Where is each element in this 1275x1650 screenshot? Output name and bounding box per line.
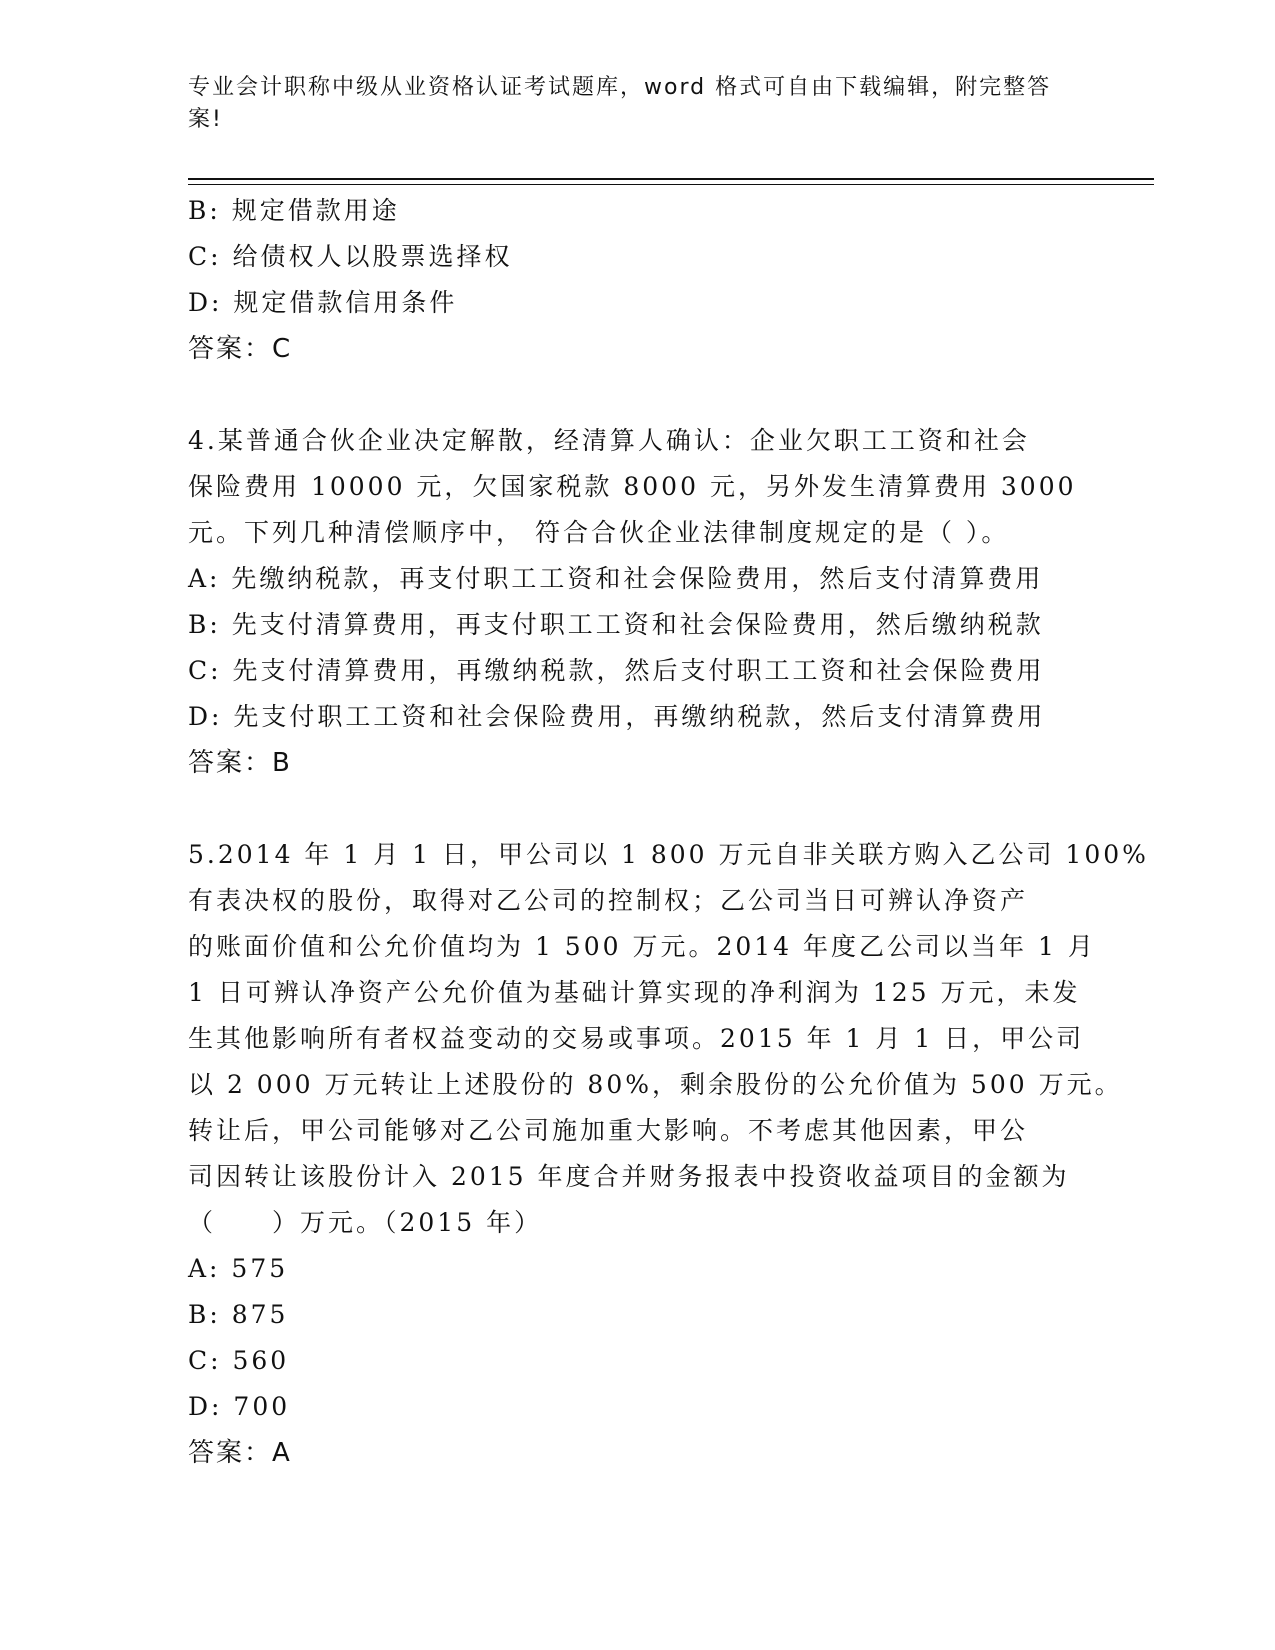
answer-line: 答案：A	[188, 1438, 292, 1468]
question-3	[188, 188, 1078, 372]
option-b: B: 规定借款用途	[188, 196, 400, 225]
option-c: C: 先支付清算费用，再缴纳税款，然后支付职工工资和社会保险费用	[188, 656, 1045, 685]
question-stem-line: 的账面价值和公允价值均为 1 500 万元。2014 年度乙公司以当年 1 月	[188, 932, 1096, 961]
question-stem-line: 元。下列几种清偿顺序中， 符合合伙企业法律制度规定的是（ ）。	[188, 518, 1010, 547]
header-divider-thick	[188, 178, 1154, 180]
question-stem-line: （ ）万元。（2015 年）	[188, 1208, 543, 1237]
header-divider-thin	[188, 184, 1154, 185]
header-note-line: 专业会计职称中级从业资格认证考试题库，word 格式可自由下载编辑，附完整答	[188, 75, 1052, 100]
option-a: A: 575	[188, 1254, 289, 1283]
spacer	[188, 786, 1078, 832]
header-note	[188, 72, 1068, 136]
option-d: D: 700	[188, 1392, 291, 1421]
question-content	[188, 188, 1149, 1476]
question-5	[188, 832, 1149, 1476]
option-c: C: 560	[188, 1346, 290, 1375]
option-d: D: 规定借款信用条件	[188, 288, 458, 317]
question-stem-line: 转让后，甲公司能够对乙公司施加重大影响。不考虑其他因素，甲公	[188, 1116, 1029, 1145]
option-c: C: 给债权人以股票选择权	[188, 242, 513, 271]
question-4	[188, 418, 1078, 786]
question-stem-line: 有表决权的股份，取得对乙公司的控制权；乙公司当日可辨认净资产	[188, 886, 1029, 915]
spacer	[188, 372, 1078, 418]
question-stem-line: 保险费用 10000 元，欠国家税款 8000 元，另外发生清算费用 3000	[188, 472, 1077, 501]
answer-line: 答案：C	[188, 334, 293, 364]
question-stem-line: 4.某普通合伙企业决定解散，经清算人确认：企业欠职工工资和社会	[188, 426, 1030, 455]
option-b: B: 先支付清算费用，再支付职工工资和社会保险费用，然后缴纳税款	[188, 610, 1044, 639]
question-stem-line: 生其他影响所有者权益变动的交易或事项。2015 年 1 月 1 日，甲公司	[188, 1024, 1085, 1053]
question-stem-line: 5.2014 年 1 月 1 日，甲公司以 1 800 万元自非关联方购入乙公司 100%	[188, 840, 1149, 869]
option-b: B: 875	[188, 1300, 289, 1329]
question-stem-line: 以 2 000 万元转让上述股份的 80%，剩余股份的公允价值为 500 万元。	[188, 1070, 1123, 1099]
question-stem-line: 司因转让该股份计入 2015 年度合并财务报表中投资收益项目的金额为	[188, 1162, 1070, 1191]
option-a: A: 先缴纳税款，再支付职工工资和社会保险费用，然后支付清算费用	[188, 564, 1044, 593]
answer-line: 答案：B	[188, 748, 292, 778]
option-d: D: 先支付职工工资和社会保险费用，再缴纳税款，然后支付清算费用	[188, 702, 1046, 731]
question-stem-line: 1 日可辨认净资产公允价值为基础计算实现的净利润为 125 万元，未发	[188, 978, 1081, 1007]
header-note-line: 案!	[188, 107, 223, 132]
